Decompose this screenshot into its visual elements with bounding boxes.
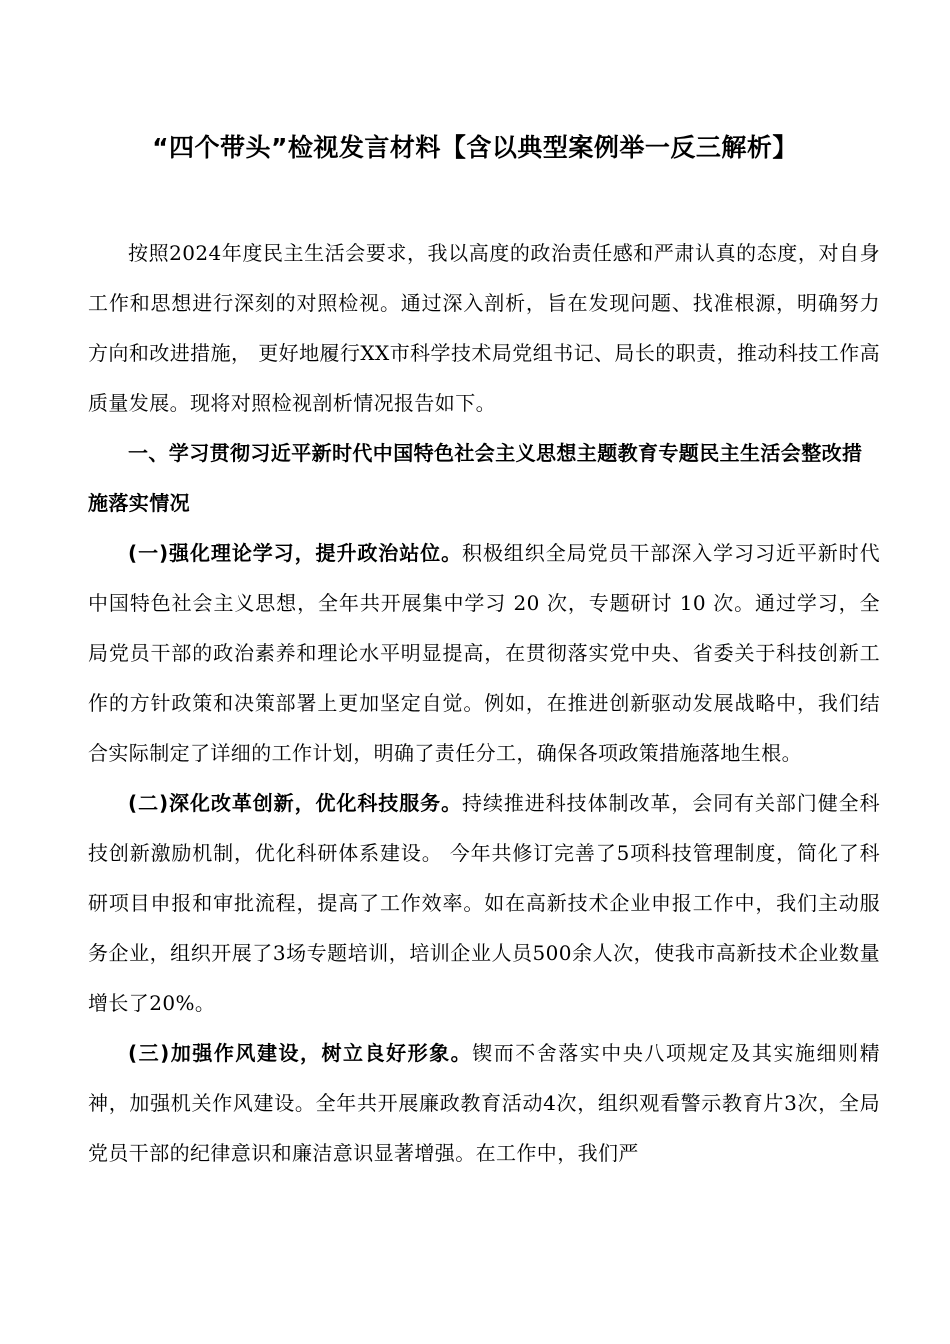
item-lead-2: (二)深化改革创新，优化科技服务。 — [128, 791, 463, 815]
section-heading: 一、学习贯彻习近平新时代中国特色社会主义思想主题教育专题民主生活会整改措施落实情况 — [88, 441, 863, 515]
item-lead-1: (一)强化理论学习，提升政治站位。 — [128, 541, 463, 565]
item-paragraph-2 — [88, 778, 880, 1028]
item-text-3: 锲而不舍落实中央八项规定及其实施细则精神，加强机关作风建设。全年共开展廉政教育活动4次，组织观看警示教育片3次，全局党员干部的纪律意识和廉洁意识显著增强。在工作中，我们严 — [88, 1041, 880, 1165]
item-lead-3: (三)加强作风建设，树立良好形象。 — [128, 1041, 473, 1065]
item-text-1: 积极组织全局党员干部深入学习习近平新时代中国特色社会主义思想，全年共开展集中学习 20 次，专题研讨 10 次。通过学习，全局党员干部的政治素养和理论水平明显提高，在贯彻落实党中央、省委关于科技创新工作的方针政策和决策部署上更加坚定自觉。例如，在推进创新驱动发展战略中，我们结合实际制定了详细的工作计划，明确了责任分工，确保各项政策措施落地生根。 — [88, 541, 880, 765]
intro-paragraph: 按照2024年度民主生活会要求，我以高度的政治责任感和严肃认真的态度，对自身工作和思想进行深刻的对照检视。通过深入剖析，旨在发现问题、找准根源，明确努力方向和改进措施， 更好地履行XX市科学技术局党组书记、局长的职责，推动科技工作高质量发展。现将对照检视剖析情况报告如下。 — [88, 241, 880, 415]
document-title: “四个带头”检视发言材料【含以典型案例举一反三解析】 — [152, 133, 798, 162]
item-paragraph-3 — [88, 1028, 880, 1178]
item-paragraph-1 — [88, 528, 880, 778]
item-text-2: 持续推进科技体制改革，会同有关部门健全科技创新激励机制，优化科研体系建设。 今年共修订完善了5项科技管理制度，简化了科研项目申报和审批流程，提高了工作效率。如在高新技术企业申报工作中，我们主动服务企业，组织开展了3场专题培训，培训企业人员500余人次，使我市高新技术企业数量增长了20%。 — [88, 791, 880, 1015]
document-body — [88, 228, 880, 1178]
